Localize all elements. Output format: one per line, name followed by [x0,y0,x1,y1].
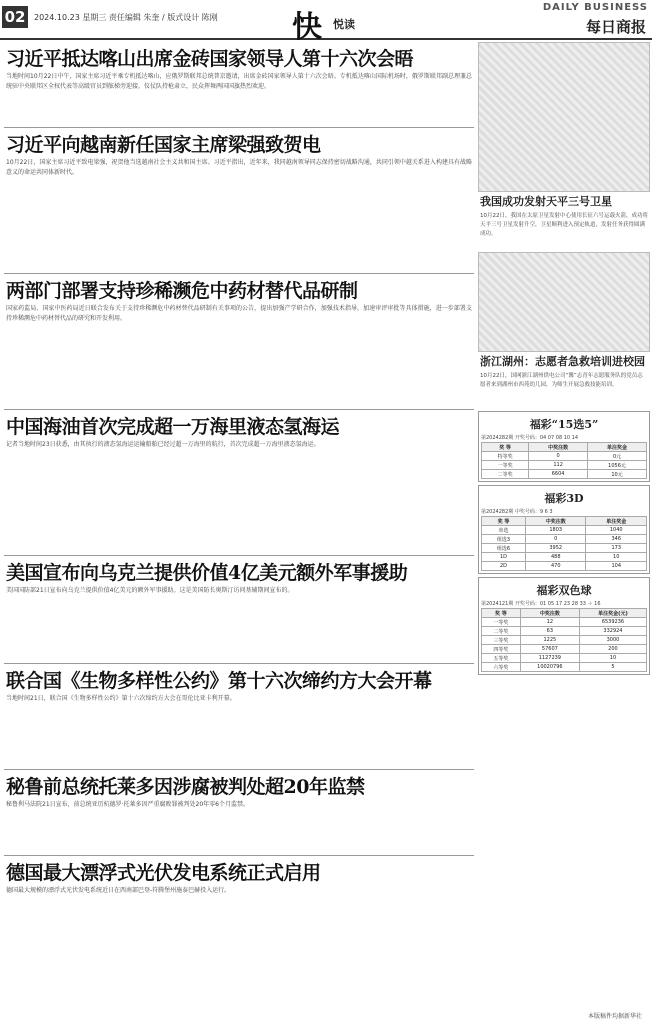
article [4,128,474,274]
cell: 六等奖 [482,663,521,672]
lottery-title: 福彩双色球 [536,584,592,597]
cell: 10020796 [520,663,579,672]
article [4,856,474,931]
section-logo-small: 悦读 [333,18,355,31]
section-logo-big: 快 [292,10,322,45]
cell: 3000 [579,636,646,645]
col-header: 奖 等 [482,443,529,452]
credit-line: 本版稿件均据新华社 [587,1013,642,1020]
cell: 0元 [588,452,647,461]
cell: 1040 [586,526,647,535]
cell: 173 [586,544,647,553]
article-title[interactable]: 秘鲁前总统托莱多因涉腐被判处超20年监禁 [6,776,365,798]
cell: 二等奖 [482,470,529,479]
side-title[interactable]: 我国成功发射天平三号卫星 [480,195,612,208]
col-header: 奖 等 [482,609,521,618]
cell: 332924 [579,627,646,636]
lottery-meta: 第2024282期 开奖号码：04 07 08 10 14 [481,435,579,441]
article-body: 美国国防部21日宣布向乌克兰提供价值4亿美元的额外军事援助。这是美国防长奥斯汀访问基辅期间宣布的。 [6,587,294,594]
article [4,274,474,410]
cell: 10 [586,553,647,562]
lottery-table [481,608,647,672]
article-title[interactable]: 德国最大漂浮式光伏发电系统正式启用 [6,862,321,884]
lottery-table [481,442,647,479]
cell: 6539236 [579,618,646,627]
cell: 6604 [529,470,588,479]
article-body: 秘鲁利马法院21日宣布，前总统亚历杭德罗·托莱多因严重腐败罪被判处20年零6个月监禁。 [6,801,249,808]
col-header: 单注奖金 [588,443,647,452]
lottery-ssq [478,577,650,675]
lottery-table [481,516,647,571]
side-column [478,42,650,675]
lottery-meta: 第2024282期 中奖号码：9 6 3 [481,509,553,515]
cell: 2D [482,562,526,571]
cell: 5 [579,663,646,672]
cell: 10元 [588,470,647,479]
col-header: 中奖注数 [525,517,586,526]
article [4,410,474,556]
cell: 1803 [525,526,586,535]
side-title[interactable]: 浙江湖州：志愿者急救培训进校园 [480,355,645,368]
article [4,42,474,128]
article-title[interactable]: 美国宣布向乌克兰提供价值4亿美元额外军事援助 [6,562,408,584]
col-header: 中奖注数 [520,609,579,618]
lottery-title: 福彩3D [544,492,584,505]
cell: 104 [586,562,647,571]
cell: 四等奖 [482,645,521,654]
masthead [0,0,652,45]
cell: 200 [579,645,646,654]
training-photo [478,252,650,352]
page-number: 02 [2,6,28,28]
col-header: 奖 等 [482,517,526,526]
article-body: 国家药监局、国家中医药局近日联合发布关于支持珍稀濒危中药材替代品研制有关事项的公告，提出加强产学研合作，加强技术指导，加速审评审批等具体措施，进一步部署支持珍稀濒危中药材替代品的研究和开发利用。 [6,305,472,322]
cell: 组选3 [482,535,526,544]
article [4,770,474,856]
article-title[interactable]: 中国海油首次完成超一万海里液态氢海运 [6,416,340,438]
cell: 1056元 [588,461,647,470]
cell: 112 [529,461,588,470]
cell: 0 [529,452,588,461]
article [4,664,474,770]
cell: 63 [520,627,579,636]
cell: 五等奖 [482,654,521,663]
cell: 单选 [482,526,526,535]
article-title[interactable]: 联合国《生物多样性公约》第十六次缔约方大会开幕 [6,670,432,692]
lottery-meta: 第2024121期 开奖号码：01 05 17 23 28 33 ＋ 16 [481,601,601,607]
cell: 1225 [520,636,579,645]
cell: 346 [586,535,647,544]
cell: 488 [525,553,586,562]
side-body: 10月22日，国网浙江湖州供电公司“馨”志青年志愿服务队的党员志愿者来到湖州市西苑幼儿园，为师生开展急救技能培训。 [480,373,643,388]
cell: 组选6 [482,544,526,553]
article-body: 10月22日，国家主席习近平致电梁强，祝贺他当选越南社会主义共和国主席。习近平指出，近年来，我同越南领导同志保持密切战略沟通，共同引领中越关系进入构建具有战略意义的命运共同体新时代。 [6,159,472,176]
cell: 10 [579,654,646,663]
article-body: 记者当地时间23日获悉，由其执行的液态氢海运运输船舶已经过超一万海里的航行，首次完成超一万海里液态氢海运。 [6,441,320,448]
cell: 二等奖 [482,627,521,636]
cell: 0 [525,535,586,544]
cell: 3952 [525,544,586,553]
cell: 1D [482,553,526,562]
rocket-launch-photo [478,42,650,192]
side-body: 10月22日，我国在太原卫星发射中心使用长征六号运载火箭，成功将天平三号卫星发射升空，卫星顺利进入预定轨道，发射任务获得圆满成功。 [480,213,648,237]
lottery-title: 福彩“15选5” [529,418,599,431]
lottery-15x5 [478,411,650,482]
paper-name-cn: 每日商报 [585,18,646,36]
article [4,556,474,664]
article-title[interactable]: 习近平抵达喀山出席金砖国家领导人第十六次会晤 [6,48,414,70]
cell: 一等奖 [482,618,521,627]
col-header: 单注奖金(元) [579,609,646,618]
cell: 57607 [520,645,579,654]
lottery-3d [478,485,650,574]
article-body: 当地时间21日，联合国《生物多样性公约》第十六次缔约方大会在哥伦比亚卡利开幕。 [6,695,236,702]
article-title[interactable]: 两部门部署支持珍稀濒危中药材替代品研制 [6,280,358,302]
article-body: 德国最大规模的漂浮式光伏发电系统近日在西南部巴登-符腾堡州施泰巴赫投入运行。 [6,887,231,894]
cell: 12 [520,618,579,627]
col-header: 单注奖金 [586,517,647,526]
article-title[interactable]: 习近平向越南新任国家主席梁强致贺电 [6,134,321,156]
dateline: 2024.10.23 星期三 责任编辑 朱奎 / 版式设计 陈刚 [34,13,218,22]
paper-name-en: DAILY BUSINESS [542,2,648,13]
cell: 三等奖 [482,636,521,645]
main-column [4,42,474,931]
cell: 470 [525,562,586,571]
col-header: 中奖注数 [529,443,588,452]
cell: 1127239 [520,654,579,663]
cell: 一等奖 [482,461,529,470]
cell: 特等奖 [482,452,529,461]
article-body: 当地时间10月22日中午，国家主席习近平乘专机抵达喀山，应俄罗斯联邦总统普京邀请，出席金砖国家领导人第十六次会晤。专机抵达喀山国际机场时，俄罗斯联邦副总理兼总统驻中央联邦区全权代表等高级官员到舷梯旁迎接。仪仗队持枪肃立，民众挥舞两国国旗热烈欢迎。 [6,73,472,90]
